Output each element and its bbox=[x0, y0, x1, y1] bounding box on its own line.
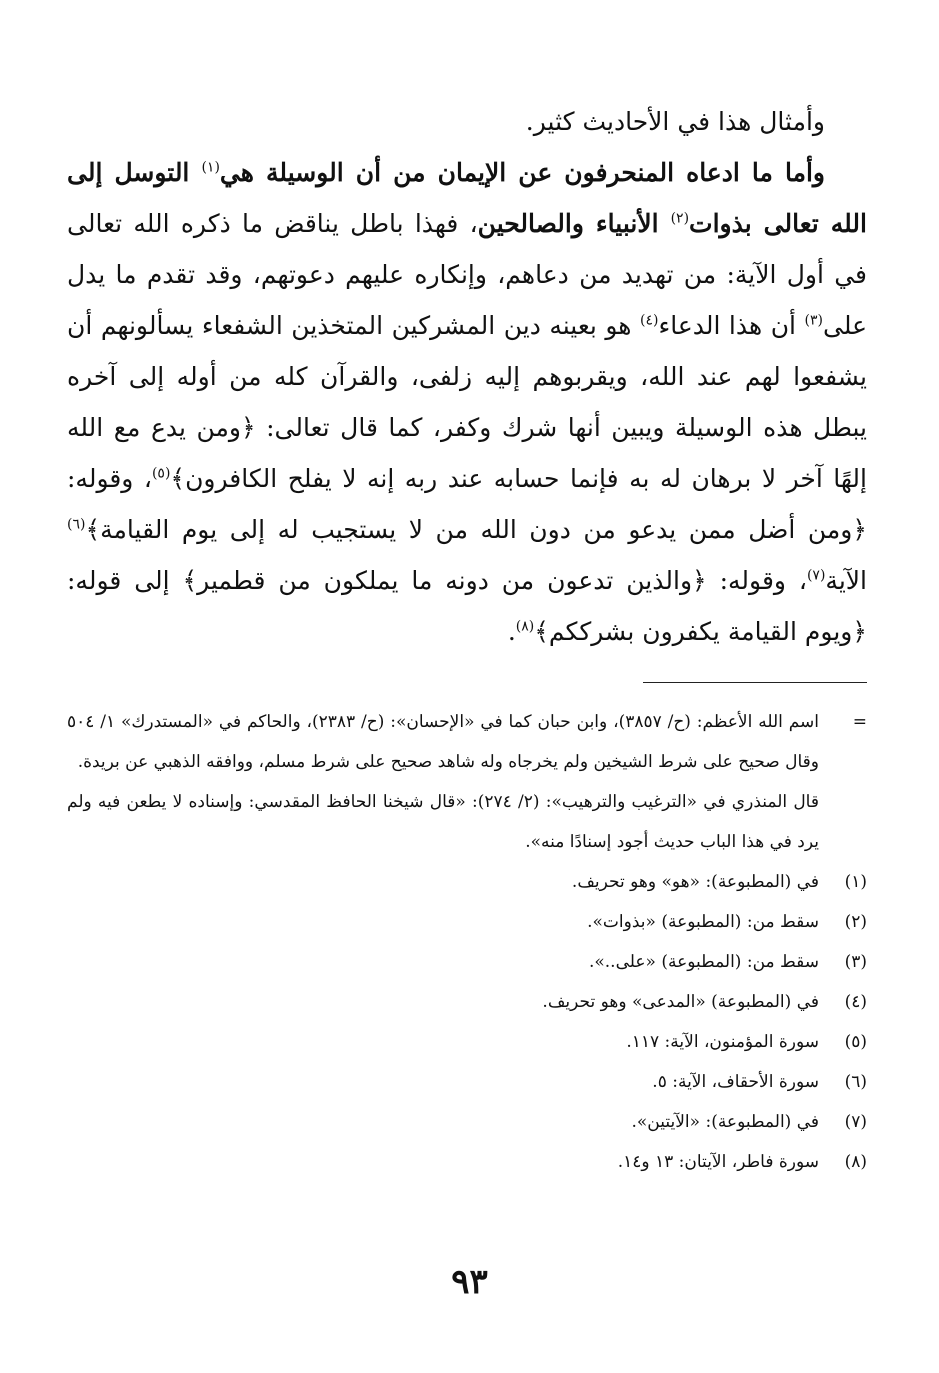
page-number: ٩٣ bbox=[451, 1262, 488, 1302]
bold-text: الأنبياء والصالحين bbox=[477, 209, 671, 238]
footnote-number: (٤) bbox=[844, 992, 867, 1012]
footnote-number: (٣) bbox=[844, 952, 867, 972]
continuation-marker: = bbox=[852, 712, 867, 732]
footnotes bbox=[67, 702, 867, 1182]
continuation-text: اسم الله الأعظم: (ح/ ٣٨٥٧)، وابن حبان كما في «الإحسان»: (ح/ ٢٣٨٣)، والحاكم في «المستدرك» ١/ ٥٠٤ وقال صحيح على شرط الشيخين ولم يخرجاه وله شاهد صحيح على شرط مسلم، ووافقه الذهبي عن بريدة. bbox=[67, 712, 819, 772]
footnote-ref: (٧) bbox=[806, 567, 826, 584]
body-text: . bbox=[507, 617, 516, 646]
footnote-item bbox=[67, 902, 867, 942]
footnote-item bbox=[67, 982, 867, 1022]
footnote-text: سقط من: (المطبوعة) «بذوات». bbox=[587, 912, 819, 932]
footnote-item bbox=[67, 942, 867, 982]
continuation-text: قال المنذري في «الترغيب والترهيب»: (٢/ ٢٧٤): «قال شيخنا الحافظ المقدسي: وإسناده لا يطعن فيه ولم يرد في هذا الباب حديث أجود إسنادًا منه». bbox=[67, 792, 819, 852]
paragraph-2 bbox=[67, 147, 867, 657]
footnote-number: (٢) bbox=[844, 912, 867, 932]
bold-text: وأما ما ادعاه المنحرفون عن الإيمان من أن الوسيلة هي bbox=[219, 158, 825, 187]
body-text: أن هذا الدعاء bbox=[658, 311, 805, 340]
footnote-ref: (٦) bbox=[67, 516, 86, 533]
bold-text: التوسل إلى الله تعالى بذوات bbox=[67, 158, 867, 238]
footnote-item bbox=[67, 862, 867, 902]
footnote-number: (٥) bbox=[844, 1032, 867, 1052]
body-text: الآية bbox=[825, 566, 867, 595]
footnote-continuation bbox=[67, 702, 867, 862]
paragraph-1: وأمثال هذا في الأحاديث كثير. bbox=[525, 107, 825, 136]
footnote-ref: (٢) bbox=[670, 210, 690, 227]
footnote-item bbox=[67, 1062, 867, 1102]
footnote-ref: (٣) bbox=[804, 312, 823, 329]
footnote-ref: (٨) bbox=[515, 618, 535, 635]
footnote-text: في (المطبوعة): «الآيتين». bbox=[631, 1112, 819, 1132]
footnote-text: في (المطبوعة) «المدعى» وهو تحريف. bbox=[542, 992, 819, 1012]
body-text: ، وقوله: ﴿ومن أضل ممن يدعو من دون الله من لا يستجيب له إلى يوم القيامة﴾ bbox=[67, 464, 867, 544]
footnote-separator bbox=[643, 682, 867, 683]
footnote-ref: (٥) bbox=[151, 465, 171, 482]
footnote-number: (٦) bbox=[844, 1072, 867, 1092]
footnote-text: سقط من: (المطبوعة) «على..». bbox=[588, 952, 819, 972]
footnote-text: في (المطبوعة): «هو» وهو تحريف. bbox=[571, 872, 819, 892]
body-text: هو بعينه دين المشركين المتخذين الشفعاء يسألونهم أن يشفعوا لهم عند الله، ويقربوهم إليه زلفى، والقرآن كله من أوله إلى آخره يبطل هذه الوسيلة ويبين أنها شرك وكفر، كما قال تعالى: ﴿ومن يدع مع الله إلهًا آخر لا برهان له به فإنما حسابه عند ربه إنه لا يفلح الكافرون﴾ bbox=[67, 311, 867, 493]
footnote-item bbox=[67, 1022, 867, 1062]
body-text: ، وقوله: ﴿والذين تدعون من دونه ما يملكون من قطمير﴾ إلى قوله: ﴿ويوم القيامة يكفرون بشرككم﴾ bbox=[67, 566, 867, 646]
footnote-text: سورة المؤمنون، الآية: ١١٧. bbox=[626, 1032, 819, 1052]
footnote-item bbox=[67, 1102, 867, 1142]
footnote-item bbox=[67, 1142, 867, 1182]
footnote-number: (٨) bbox=[844, 1152, 867, 1172]
footnote-text: سورة فاطر، الآيتان: ١٣ و١٤. bbox=[617, 1152, 819, 1172]
footnote-number: (٧) bbox=[844, 1112, 867, 1132]
footnote-ref: (٤) bbox=[639, 312, 659, 329]
main-text bbox=[67, 96, 867, 657]
footnote-ref: (١) bbox=[201, 159, 220, 176]
footnote-number: (١) bbox=[844, 872, 867, 892]
body-text: ، فهذا باطل يناقض ما ذكره الله تعالى في أول الآية: من تهديد من دعاهم، وإنكاره عليهم دعوتهم، وقد تقدم ما يدل على bbox=[67, 209, 868, 340]
footnote-text: سورة الأحقاف، الآية: ٥. bbox=[652, 1072, 819, 1092]
